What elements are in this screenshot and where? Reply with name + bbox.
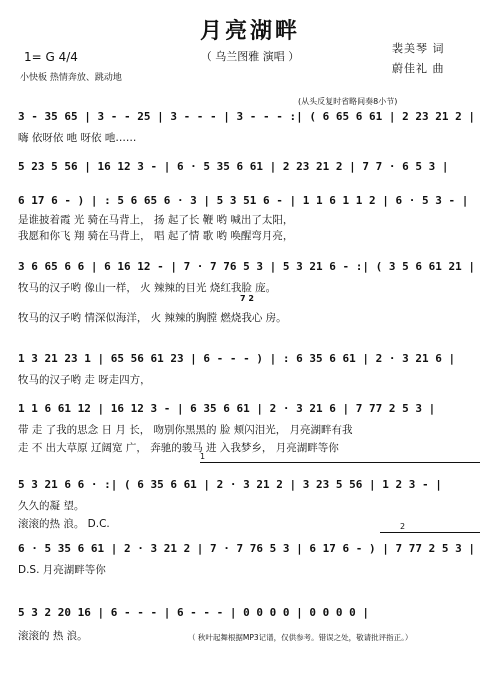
- note-annotation: 7 2: [240, 294, 254, 303]
- volta-bracket-2: [380, 532, 480, 533]
- staff-row-8-notes: 6 · 5 35 6 61 | 2 · 3 21 2 | 7 · 7 76 5 3 | 6 17 6 - ) | 7 77 2 5 3 |: [18, 542, 475, 555]
- staff-row-4-lyrics-verse1: 牧马的汉子哟 像山一样， 火 辣辣的目光 烧红我脸 庞。: [18, 282, 277, 294]
- staff-row-6-lyrics-verse1: 带 走 了我的思念 日 月 长， 吻别你黑黑的 脸 颊闪泪光， 月亮湖畔有我: [18, 424, 353, 436]
- page-title: 月亮湖畔: [199, 19, 300, 44]
- staff-row-3-notes: 6 17 6 - ) | : 5 6 65 6 · 3 | 5 3 51 6 - | 1 1 6 1 1 2 | 6 · 5 3 - |: [18, 194, 469, 207]
- lyricist-credit: 裴美琴 词: [392, 42, 445, 55]
- staff-row-6-notes: 1 1 6 61 12 | 16 12 3 - | 6 35 6 61 | 2 · 3 21 6 | 7 77 2 5 3 |: [18, 402, 436, 415]
- transcriber-footnote: （ 秋叶起舞根据MP3记谱，仅供参考。错误之处，敬请批评指正。）: [188, 633, 413, 642]
- composer-credit: 蔚佳礼 曲: [392, 62, 445, 75]
- volta-number-1: 1: [200, 452, 206, 461]
- staff-row-5-lyrics: 牧马的汉子哟 走 呀走四方，: [18, 374, 151, 386]
- staff-row-6-lyrics-verse2: 走 不 出大草原 辽阔宽 广， 奔驰的骏马 进 入我梦乡， 月亮湖畔等你: [18, 442, 339, 454]
- staff-row-7-notes: 5 3 21 6 6 · :| ( 6 35 6 61 | 2 · 3 21 2 | 3 23 5 56 | 1 2 3 - |: [18, 478, 442, 491]
- tempo-marking: 小快板 热情奔放、跳动地: [20, 73, 122, 83]
- staff-row-4-notes: 3 6 65 6 6 | 6 16 12 - | 7 · 7 76 5 3 | 5 3 21 6 - :| ( 3 5 6 61 21 |: [18, 260, 475, 273]
- staff-row-9-lyrics: 滚滚的 热 浪。: [18, 630, 88, 642]
- staff-row-1-notes: 3 - 35 65 | 3 - - 25 | 3 - - - | 3 - - - :| ( 6 65 6 61 | 2 23 21 2 |: [18, 110, 475, 123]
- staff-row-3-lyrics-verse2: 我愿和你飞 翔 骑在马背上， 唱 起了情 歌 哟 唤醒弯月亮，: [18, 230, 294, 242]
- staff-row-7-lyrics-verse1: 久久的凝 望。: [18, 500, 85, 512]
- staff-row-5-notes: 1 3 21 23 1 | 65 56 61 23 | 6 - - - ) | : 6 35 6 61 | 2 · 3 21 6 |: [18, 352, 456, 365]
- key-signature: 1= G 4/4: [24, 50, 78, 64]
- volta-number-2: 2: [400, 522, 406, 531]
- singer-credit: （ 乌兰图雅 演唱 ）: [200, 50, 300, 63]
- repeat-instruction: (从头反复时省略间奏8小节): [298, 97, 398, 106]
- staff-row-8-lyrics: D.S. 月亮湖畔等你: [18, 564, 106, 576]
- staff-row-1-lyrics: 嗨 依呀依 吔 呀依 吔……: [18, 132, 137, 144]
- staff-row-3-lyrics-verse1: 是谁披着霞 光 骑在马背上， 扬 起了长 鞭 哟 喊出了太阳，: [18, 214, 294, 226]
- staff-row-7-lyrics-verse2: 滚滚的热 浪。 D.C.: [18, 518, 110, 530]
- staff-row-2-notes: 5 23 5 56 | 16 12 3 - | 6 · 5 35 6 61 | 2 23 21 2 | 7 7 · 6 5 3 |: [18, 160, 449, 173]
- staff-row-9-notes: 5 3 2 20 16 | 6 - - - | 6 - - - | 0 0 0 0 | 0 0 0 0 |: [18, 606, 369, 619]
- volta-bracket-1: [200, 462, 480, 463]
- staff-row-4-lyrics-verse2: 牧马的汉子哟 情深似海洋， 火 辣辣的胸膛 燃烧我心 房。: [18, 312, 287, 324]
